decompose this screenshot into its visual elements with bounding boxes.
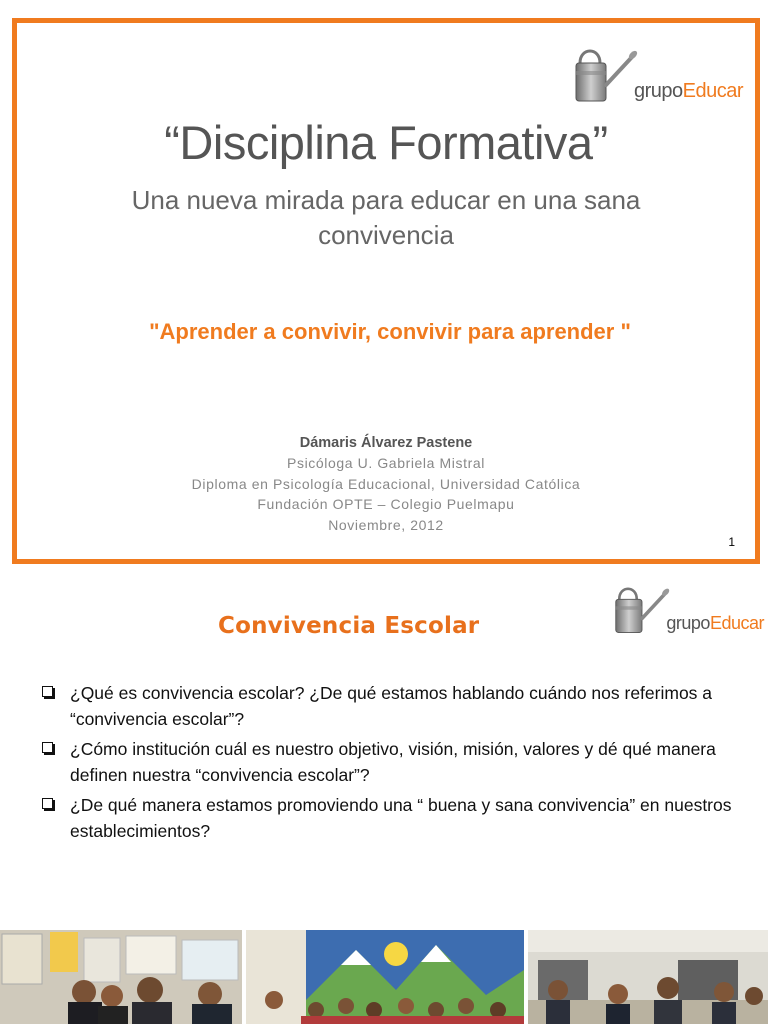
question-text: ¿Cómo institución cuál es nuestro objetivo, visión, misión, valores y dé qué manera definen nuestra “convivencia escolar”?: [70, 739, 716, 785]
author-affiliation: Fundación OPTE – Colegio Puelmapu: [257, 496, 515, 512]
question-list: [42, 680, 742, 848]
page-number: 1: [728, 535, 735, 549]
logo-text-grupo: grupo: [666, 613, 710, 633]
grupo-educar-logo: [610, 580, 764, 636]
question-text: ¿De qué manera estamos promoviendo una “ buena y sana convivencia” en nuestros establecimientos?: [70, 795, 732, 841]
author-date: Noviembre, 2012: [328, 516, 444, 533]
slide-subtitle: Una nueva mirada para educar en una sana convivencia: [131, 185, 641, 250]
checkbox-bullet-icon: [42, 742, 53, 753]
author-block: [17, 433, 755, 535]
schoolyard-students-photo: [528, 930, 768, 1024]
logo-text-educar: Educar: [682, 80, 743, 102]
mural-students-photo: [246, 930, 524, 1024]
question-text: ¿Qué es convivencia escolar? ¿De qué estamos hablando cuándo nos referimos a “convivencia escolar”?: [70, 683, 713, 729]
list-item: [42, 792, 742, 844]
section-title: Convivencia Escolar: [218, 613, 480, 639]
slide-1: [12, 18, 760, 564]
classroom-students-photo: [0, 930, 242, 1024]
logo-text-educar: Educar: [709, 613, 764, 633]
checkbox-bullet-icon: [42, 686, 53, 697]
author-credential: Psicóloga U. Gabriela Mistral: [287, 455, 485, 471]
watering-can-icon: [570, 41, 642, 105]
motto-quote: "Aprender a convivir, convivir para aprender ": [149, 319, 631, 344]
author-credential: Diploma en Psicología Educacional, Universidad Católica: [191, 475, 581, 492]
checkbox-bullet-icon: [42, 798, 53, 809]
grupo-educar-logo: [570, 41, 743, 105]
photo-strip: [0, 930, 768, 1024]
list-item: [42, 680, 742, 732]
list-item: [42, 736, 742, 788]
watering-can-icon: [610, 580, 674, 636]
logo-text-grupo: grupo: [633, 80, 683, 102]
slide-title: “Disciplina Formativa”: [164, 116, 608, 169]
author-name: Dámaris Álvarez Pastene: [299, 435, 473, 451]
